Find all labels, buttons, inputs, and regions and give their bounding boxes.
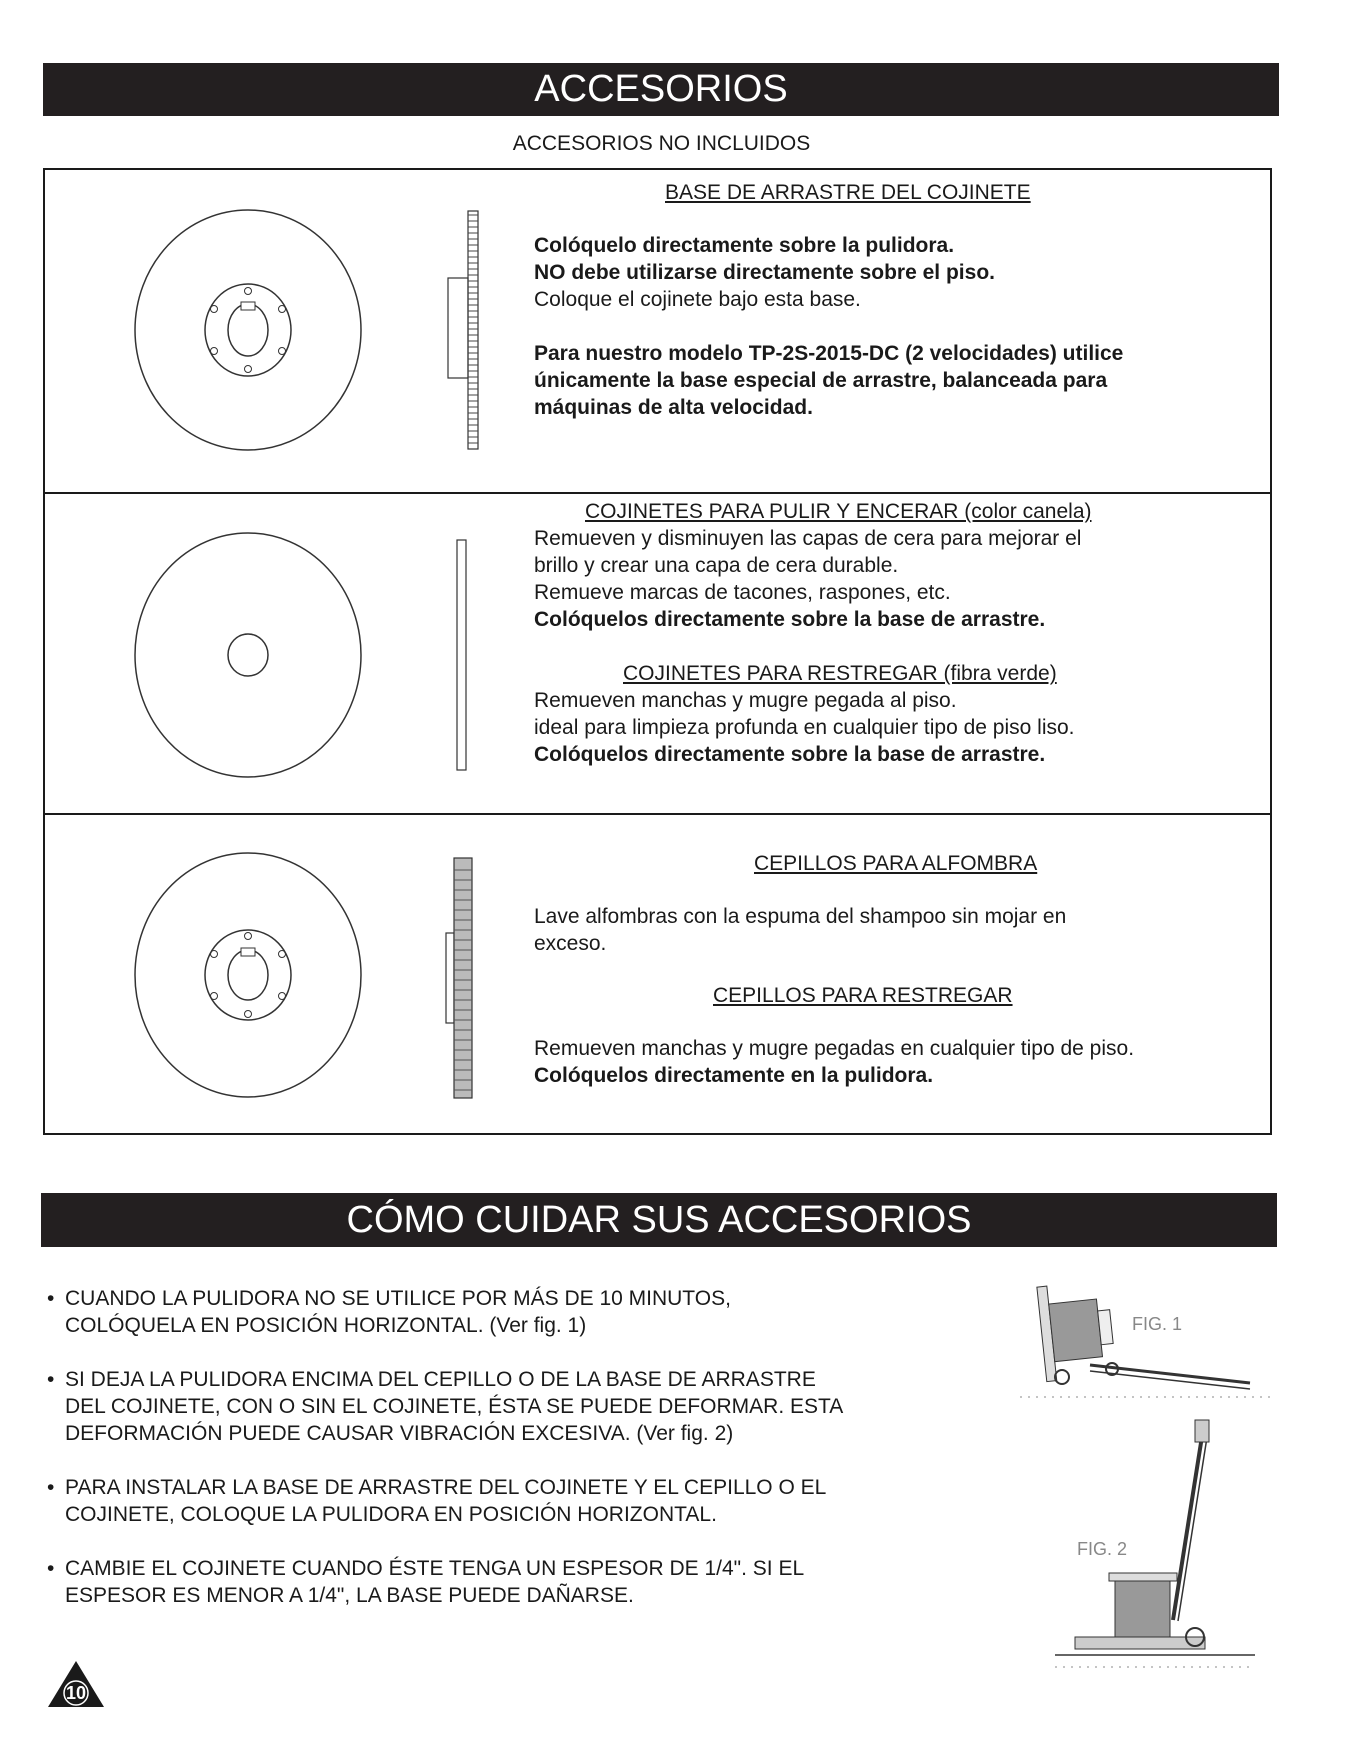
description-line: Remueve marcas de tacones, raspones, etc. [534,581,951,604]
description-line: brillo y crear una capa de cera durable. [534,554,899,577]
placement-note: Colóquelos directamente en la pulidora. [534,1064,934,1087]
page-number: 10 [65,1683,87,1703]
fig1-label: FIG. 1 [1132,1314,1183,1334]
section-heading: COJINETES PARA RESTREGAR (fibra verde) [623,662,1057,685]
bullet-line: • PARA INSTALAR LA BASE DE ARRASTRE DEL COJINETE Y EL CEPILLO O EL [65,1476,827,1499]
section-heading: COJINETES PARA PULIR Y ENCERAR (color canela) [585,500,1092,523]
bullet-line: • SI DEJA LA PULIDORA ENCIMA DEL CEPILLO O DE LA BASE DE ARRASTRE [65,1368,816,1391]
row-divider [45,492,1270,494]
description-line: Remueven manchas y mugre pegada al piso. [534,689,957,712]
fig1-drawing [1020,1275,1270,1415]
instruction-line: Colóquelo directamente sobre la pulidora. [534,234,955,257]
section-heading: CEPILLOS PARA ALFOMBRA [754,852,1038,875]
instruction-line: Coloque el cojinete bajo esta base. [534,288,861,311]
bullet-line: ESPESOR ES MENOR A 1/4", LA BASE PUEDE DAÑARSE. [65,1584,634,1607]
placement-note: Colóquelos directamente sobre la base de arrastre. [534,743,1046,766]
fig2-drawing [1045,1415,1275,1675]
bullet-line: COJINETE, COLOQUE LA PULIDORA EN POSICIÓN HORIZONTAL. [65,1503,717,1526]
description-line: exceso. [534,932,607,955]
brush-drawing [130,840,490,1115]
row-divider [45,813,1270,815]
subtitle: ACCESORIOS NO INCLUIDOS [512,132,811,155]
bullet-line: COLÓQUELA EN POSICIÓN HORIZONTAL. (Ver fig. 1) [65,1314,587,1337]
page-number-badge [46,1659,106,1709]
description-line: ideal para limpieza profunda en cualquier tipo de piso liso. [534,716,1075,739]
model-note: máquinas de alta velocidad. [534,396,813,419]
care-instructions [47,1285,997,1636]
accessories-table [43,168,1272,1135]
description-line: Lave alfombras con la espuma del shampoo sin mojar en [534,905,1067,928]
section-heading: BASE DE ARRASTRE DEL COJINETE [665,181,1031,204]
placement-note: Colóquelos directamente sobre la base de arrastre. [534,608,1046,631]
bullet-line: DEL COJINETE, CON O SIN EL COJINETE, ÉSTA SE PUEDE DEFORMAR. ESTA [65,1395,844,1418]
description-line: Remueven manchas y mugre pegadas en cualquier tipo de piso. [534,1037,1135,1060]
care-bullet [47,1474,997,1528]
care-bullet [47,1285,997,1339]
drive-base-drawing [130,195,490,465]
pad-drawing [130,515,490,795]
care-banner: CÓMO CUIDAR SUS ACCESORIOS [41,1193,1277,1247]
section-heading: CEPILLOS PARA RESTREGAR [713,984,1013,1007]
instruction-line: NO debe utilizarse directamente sobre el piso. [534,261,995,284]
bullet-line: DEFORMACIÓN PUEDE CAUSAR VIBRACIÓN EXCESIVA. (Ver fig. 2) [65,1422,734,1445]
model-note: Para nuestro modelo TP-2S-2015-DC (2 velocidades) utilice [534,342,1124,365]
description-line: Remueven y disminuyen las capas de cera para mejorar el [534,527,1082,550]
bullet-line: • CUANDO LA PULIDORA NO SE UTILICE POR MÁS DE 10 MINUTOS, [65,1287,731,1310]
fig2-label: FIG. 2 [1077,1539,1128,1559]
care-bullet [47,1555,997,1609]
care-bullet [47,1366,997,1447]
bullet-line: • CAMBIE EL COJINETE CUANDO ÉSTE TENGA UN ESPESOR DE 1/4". SI EL [65,1557,805,1580]
accesorios-banner: ACCESORIOS [43,63,1279,116]
model-note: únicamente la base especial de arrastre, balanceada para [534,369,1108,392]
